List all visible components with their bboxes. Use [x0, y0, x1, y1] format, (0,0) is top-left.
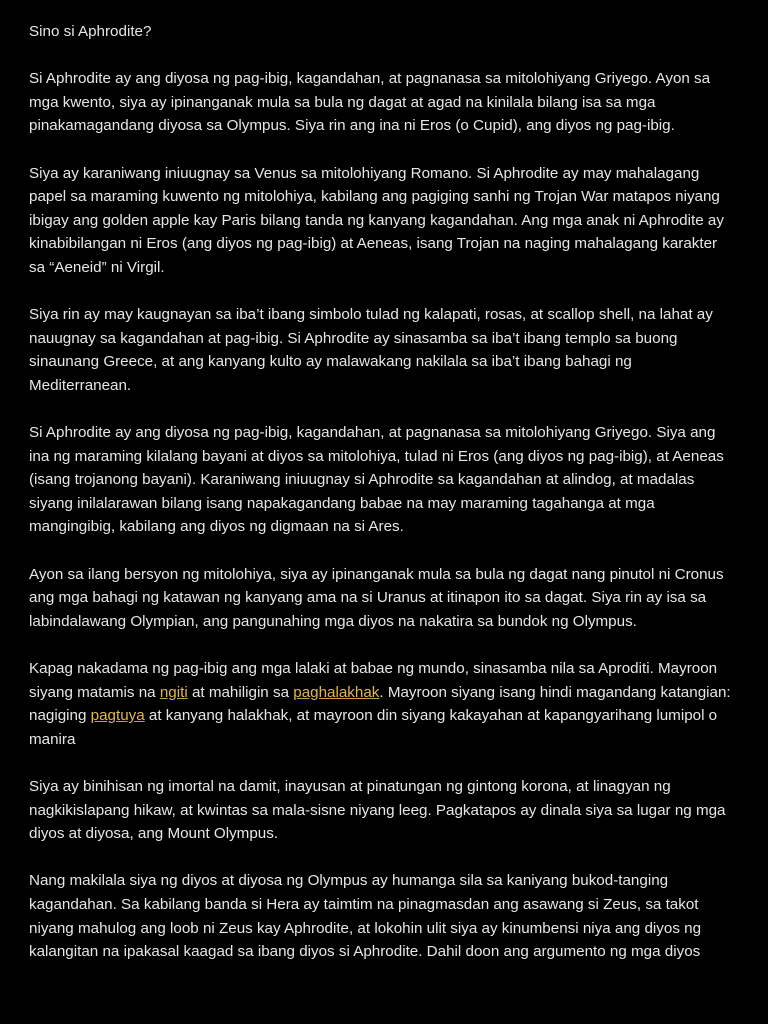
- paragraph-6-text-2: at mahiligin sa: [187, 683, 294, 701]
- paragraph-6: [29, 657, 734, 751]
- paragraph-1: Si Aphrodite ay ang diyosa ng pag-ibig, kagandahan, at pagnanasa sa mitolohiyang Griyego. Ayon sa mga kwento, siya ay ipinanganak mula sa bula ng dagat at agad na kinilala bilang isa sa mga pinakamagandang diyosa sa Olympus. Siya rin ang ina ni Eros (o Cupid), ang diyos ng pag-ibig.: [29, 70, 711, 135]
- article-title: Sino si Aphrodite?: [29, 23, 152, 40]
- link-ngiti[interactable]: ngiti: [159, 683, 188, 701]
- paragraph-3: Siya rin ay may kaugnayan sa iba’t ibang simbolo tulad ng kalapati, rosas, at scallop shell, na lahat ay nauugnay sa kagandahan at pag-ibig. Si Aphrodite ay sinasamba sa iba’t ibang templo sa buong sinaunang Greece, at ang kanyang kulto ay malawakang nakilala sa iba’t ibang bahagi ng Mediterranean.: [29, 306, 713, 394]
- paragraph-6-text-4: at kanyang halakhak, at mayroon din siyang kakayahan at kapangyarihang lumipol o manira: [29, 707, 718, 748]
- paragraph-6-text-3: . Mayroon siyang isang hindi magandang katangian: nagiging: [29, 683, 731, 725]
- paragraph-2: Siya ay karaniwang iniuugnay sa Venus sa mitolohiyang Romano. Si Aphrodite ay may mahalagang papel sa maraming kuwento ng mitolohiya, kabilang ang pagiging sanhi ng Trojan War matapos niyang ibigay ang golden apple kay Paris bilang tanda ng kanyang kagandahan. Ang mga anak ni Aphrodite ay kinabibilangan ni Eros (ang diyos ng pag-ibig) at Aeneas, isang Trojan na naging mahalagang karakter sa “Aeneid” ni Virgil.: [29, 164, 724, 276]
- paragraph-5: Ayon sa ilang bersyon ng mitolohiya, siya ay ipinanganak mula sa bula ng dagat nang pinutol ni Cronus ang mga bahagi ng katawan ng kanyang ama na si Uranus at itinapon ito sa dagat. Siya rin ay isa sa labindalawang Olympian, ang pangunahing mga diyos na nakatira sa bundok ng Olympus.: [29, 565, 724, 630]
- link-paghalakhak[interactable]: paghalakhak: [293, 683, 380, 701]
- paragraph-8: Nang makilala siya ng diyos at diyosa ng Olympus ay humanga sila sa kaniyang bukod-tanging kagandahan. Sa kabilang banda si Hera ay taimtim na pinagmasdan ang asawang si Zeus, sa takot niyang mahulog ang loob ni Zeus kay Aphrodite, at lokohin ulit siya ay kinumbensi niya ang diyos ng kalangitan na ipakasal kaagad sa ibang diyos si Aphrodite. Dahil doon ang argumento ng mga diyos: [29, 872, 702, 961]
- paragraph-7: Siya ay binihisan ng imortal na damit, inayusan at pinatungan ng gintong korona, at linagyan ng nagkikislapang hikaw, at kwintas sa mala-sisne niyang leeg. Pagkatapos ay dinala siya sa lugar ng mga diyos at diyosa, ang Mount Olympus.: [29, 778, 726, 843]
- paragraph-6-text-1: Kapag nakadama ng pag-ibig ang mga lalaki at babae ng mundo, sinasamba nila sa Aproditi. Mayroon siyang matamis na: [29, 660, 718, 701]
- paragraph-4: Si Aphrodite ay ang diyosa ng pag-ibig, kagandahan, at pagnanasa sa mitolohiyang Griyego. Siya ang ina ng maraming kilalang bayani at diyos sa mitolohiya, tulad ni Eros (ang diyos ng pag-ibig), at Aeneas (isang trojanong bayani). Karaniwang iniuugnay si Aphrodite sa kagandahan at alindog, at madalas siyang inilalarawan bilang isang napakagandang babae na may maraming tagahanga at mga mangingibig, kabilang ang diyos ng digmaan na si Ares.: [29, 424, 724, 536]
- link-pagtuya[interactable]: pagtuya: [90, 707, 145, 725]
